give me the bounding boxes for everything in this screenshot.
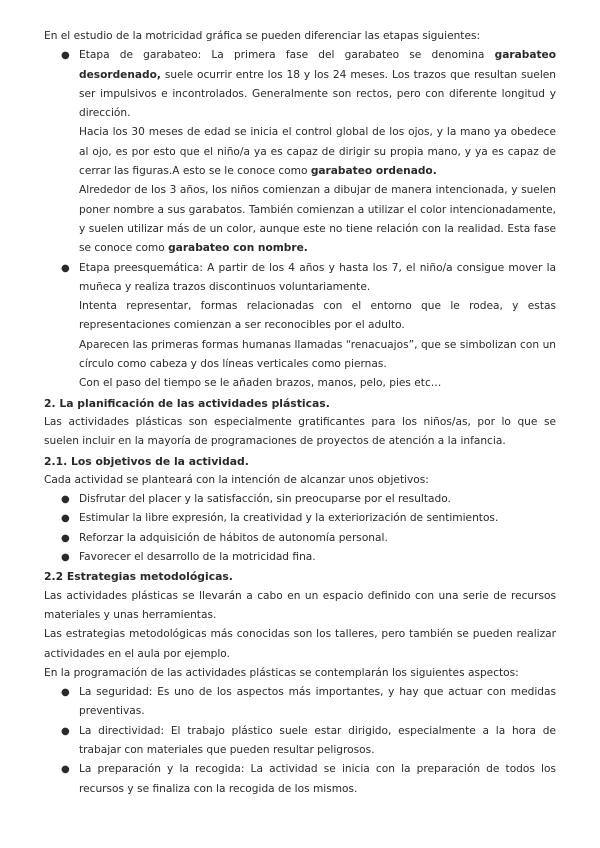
list-item-garabateo xyxy=(44,46,556,258)
section-2-2-heading: 2.2 Estrategias metodológicas. xyxy=(44,570,233,584)
bullet-icon: ● xyxy=(61,532,70,544)
section-2-1-text: Cada actividad se planteará con la intención de alcanzar unos objetivos: xyxy=(44,473,429,486)
garabateo-p3: Alrededor de los 3 años, los niños comienzan a dibujar de manera intencionada, y suelen poner nombre a sus garabatos. También comienzan a utilizar el color intencionadamente, y suelen utilizar más de un color, aunque este no tiene relación con la realidad. Esta fase se conoce como garabateo con nombre. xyxy=(79,184,556,255)
section-2-1-heading: 2.1. Los objetivos de la actividad. xyxy=(44,454,249,468)
bullet-icon: ● xyxy=(61,50,70,62)
garabateo-p1: Etapa de garabateo: La primera fase del garabateo se denomina garabateo desordenado, suele ocurrir entre los 18 y los 24 meses. Los trazos que resultan suelen ser impulsivos e incontrolados. Generalmente son rectos, pero con diferente longitud y dirección. xyxy=(79,49,556,120)
bullet-icon: ● xyxy=(61,262,70,274)
list-item: ● Disfrutar del placer y la satisfacción, sin preocuparse por el resultado. xyxy=(44,490,556,509)
stages-list xyxy=(44,46,556,393)
section-2-text: Las actividades plásticas son especialmente gratificantes para los niños/as, por lo que se suelen incluir en la mayoría de programaciones de proyectos de atención a la infancia. xyxy=(44,415,556,448)
aspects-list xyxy=(44,683,556,799)
list-item: ● La seguridad: Es uno de los aspectos más importantes, y hay que actuar con medidas preventivas. xyxy=(44,683,556,722)
bullet-icon: ● xyxy=(61,764,70,776)
bullet-icon: ● xyxy=(61,725,70,737)
intro-text: En el estudio de la motricidad gráfica se pueden diferenciar las etapas siguientes: xyxy=(44,30,481,42)
list-item: ● La preparación y la recogida: La actividad se inicia con la preparación de todos los recursos y se finaliza con la recogida de los mismos. xyxy=(44,760,556,799)
section-2-heading: 2. La planificación de las actividades plásticas. xyxy=(44,396,330,410)
list-item: ● Favorecer el desarrollo de la motricidad fina. xyxy=(44,548,556,567)
bullet-icon: ● xyxy=(61,513,70,525)
objectives-list xyxy=(44,490,556,567)
preesquematica-p3: Aparecen las primeras formas humanas llamadas “renacuajos”, que se simbolizan con un círculo como cabeza y dos líneas verticales como piernas. xyxy=(79,338,556,371)
preesquematica-p1: Etapa preesquemática: A partir de los 4 años y hasta los 7, el niño/a consigue mover la muñeca y realiza trazos discontinuos voluntariamente. xyxy=(79,261,556,293)
preesquematica-p4: Con el paso del tiempo se le añaden brazos, manos, pelo, pies etc… xyxy=(79,377,442,390)
list-item-preesquematica xyxy=(44,259,556,394)
list-item: ● Estimular la libre expresión, la creatividad y la exteriorización de sentimientos. xyxy=(44,509,556,528)
preesquematica-p2: Intenta representar, formas relacionadas con el entorno que le rodea, y estas representaciones comienzan a ser reconocibles por el adulto. xyxy=(79,300,556,332)
section-2-2-text-2: Las estrategias metodológicas más conocidas son los talleres, pero también se pueden realizar actividades en el aula por ejemplo. xyxy=(44,628,556,660)
list-item: ● La directividad: El trabajo plástico suele estar dirigido, especialmente a la hora de trabajar con materiales que pueden resultar peligrosos. xyxy=(44,722,556,761)
list-item: ● Reforzar la adquisición de hábitos de autonomía personal. xyxy=(44,529,556,548)
section-2-2-text-1: Las actividades plásticas se llevarán a cabo en un espacio definido con una serie de recursos materiales y unas herramientas. xyxy=(44,589,556,621)
section-2-2-text-3: En la programación de las actividades plásticas se contemplarán los siguientes aspectos: xyxy=(44,666,519,679)
bullet-icon: ● xyxy=(61,494,70,506)
garabateo-p2: Hacia los 30 meses de edad se inicia el control global de los ojos, y la mano ya obedece al ojo, es por esto que el niño/a ya es capaz de dirigir su propia mano, y ya es capaz de cerrar las figuras.A esto se le conoce como garabateo ordenado. xyxy=(79,126,556,178)
bullet-icon: ● xyxy=(61,552,70,564)
bullet-icon: ● xyxy=(61,687,70,699)
